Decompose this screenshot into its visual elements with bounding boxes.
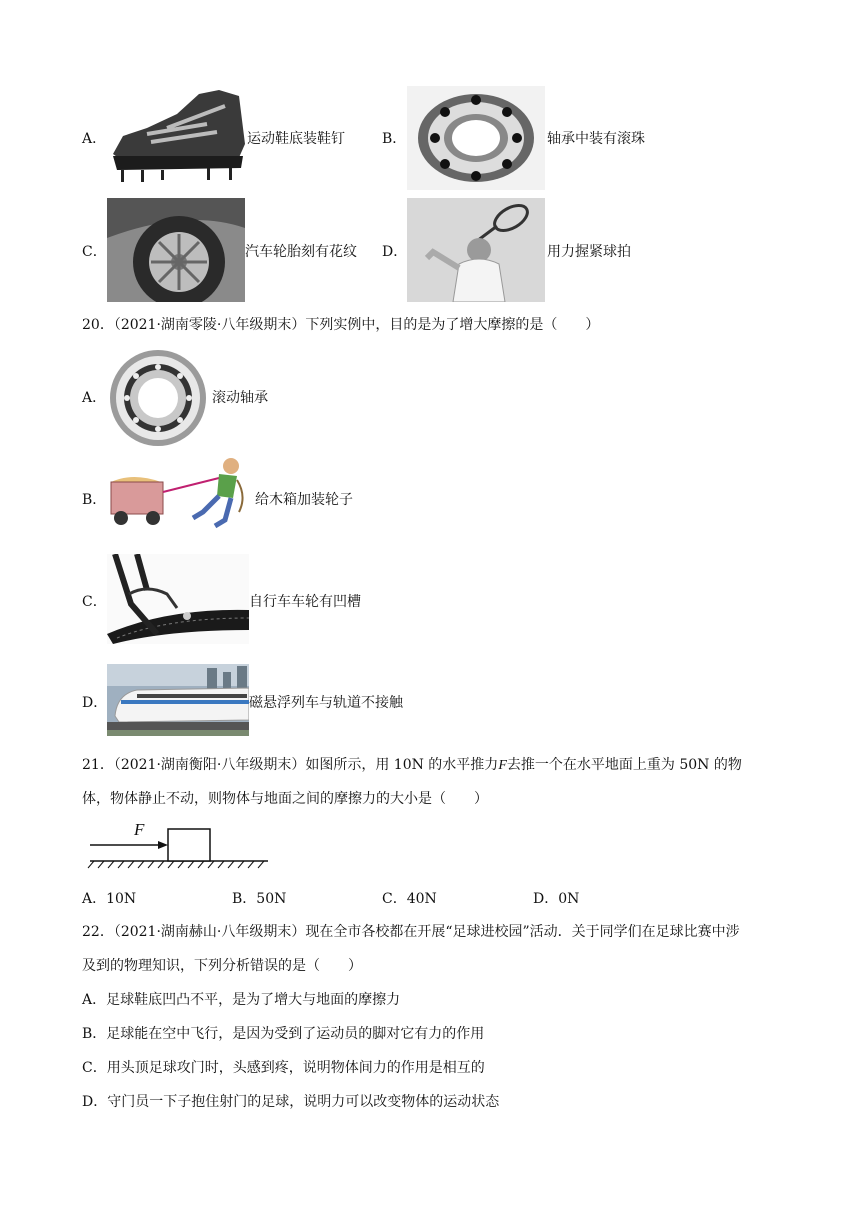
boy-pulling-cart-image	[107, 456, 255, 534]
spiked-running-shoe-image	[107, 84, 247, 190]
q20-option-a-text: 滚动轴承	[212, 390, 268, 406]
q19-option-a-text: 运动鞋底装鞋钉	[247, 131, 345, 147]
q22-option-b: B．足球能在空中飞行，是因为受到了运动员的脚对它有力的作用	[82, 1026, 485, 1042]
q22-stem-line2: 及到的物理知识，下列分析错误的是（ ）	[82, 958, 362, 974]
q20-option-d-text: 磁悬浮列车与轨道不接触	[249, 695, 403, 711]
bicycle-wheel-image	[107, 554, 249, 644]
q21-force-variable: F	[498, 758, 507, 773]
q21-stem-line1-part-b: 去推一个在水平地面上重为 50N 的物	[506, 757, 742, 773]
q19-option-a-letter: A．	[82, 131, 107, 147]
car-tire-tread-image	[107, 198, 245, 302]
q20-option-c-letter: C．	[82, 594, 107, 610]
q22-option-a: A．足球鞋底凹凸不平，是为了增大与地面的摩擦力	[82, 992, 401, 1008]
force-label-f: F	[134, 820, 145, 839]
rolling-bearing-image	[107, 346, 209, 450]
q22-option-c: C．用头顶足球攻门时，头感到疼，说明物体间力的作用是相互的	[82, 1060, 485, 1076]
q22-option-d: D．守门员一下子抱住射门的足球，说明力可以改变物体的运动状态	[82, 1094, 500, 1110]
q21-stem-line1-part-a: 21．（2021·湖南衡阳·八年级期末）如图所示，用 10N 的水平推力	[82, 757, 499, 773]
q20-option-b-letter: B．	[82, 492, 107, 508]
q20-option-b-text: 给木箱加装轮子	[255, 492, 353, 508]
q19-option-c-text: 汽车轮胎刻有花纹	[245, 244, 357, 260]
q20-option-d-letter: D．	[82, 695, 108, 711]
q19-option-b-letter: B．	[382, 131, 407, 147]
q21-stem-line1	[82, 755, 742, 776]
q20-option-a-letter: A．	[82, 390, 107, 406]
q19-option-c-letter: C．	[82, 244, 107, 260]
q21-option-b: B．50N	[232, 891, 287, 907]
tennis-player-racket-image	[407, 198, 545, 302]
q19-option-d-text: 用力握紧球拍	[547, 244, 631, 260]
q21-option-d: D．0N	[533, 891, 580, 907]
q22-stem-line1: 22．（2021·湖南赫山·八年级期末）现在全市各校都在开展“足球进校园”活动．关于同学们在足球比赛中涉	[82, 924, 740, 940]
push-force-diagram	[86, 820, 272, 870]
maglev-train-image	[107, 664, 249, 736]
q21-stem-line2: 体，物体静止不动，则物体与地面之间的摩擦力的大小是（ ）	[82, 791, 488, 807]
q21-option-a: A．10N	[82, 891, 137, 907]
q21-option-c: C．40N	[382, 891, 437, 907]
ball-bearing-image	[407, 86, 545, 190]
q19-option-d-letter: D．	[382, 244, 408, 260]
q20-option-c-text: 自行车车轮有凹槽	[249, 594, 361, 610]
q19-option-b-text: 轴承中装有滚珠	[547, 131, 645, 147]
q20-stem: 20．（2021·湖南零陵·八年级期末）下列实例中，目的是为了增大摩擦的是（ ）	[82, 317, 600, 333]
